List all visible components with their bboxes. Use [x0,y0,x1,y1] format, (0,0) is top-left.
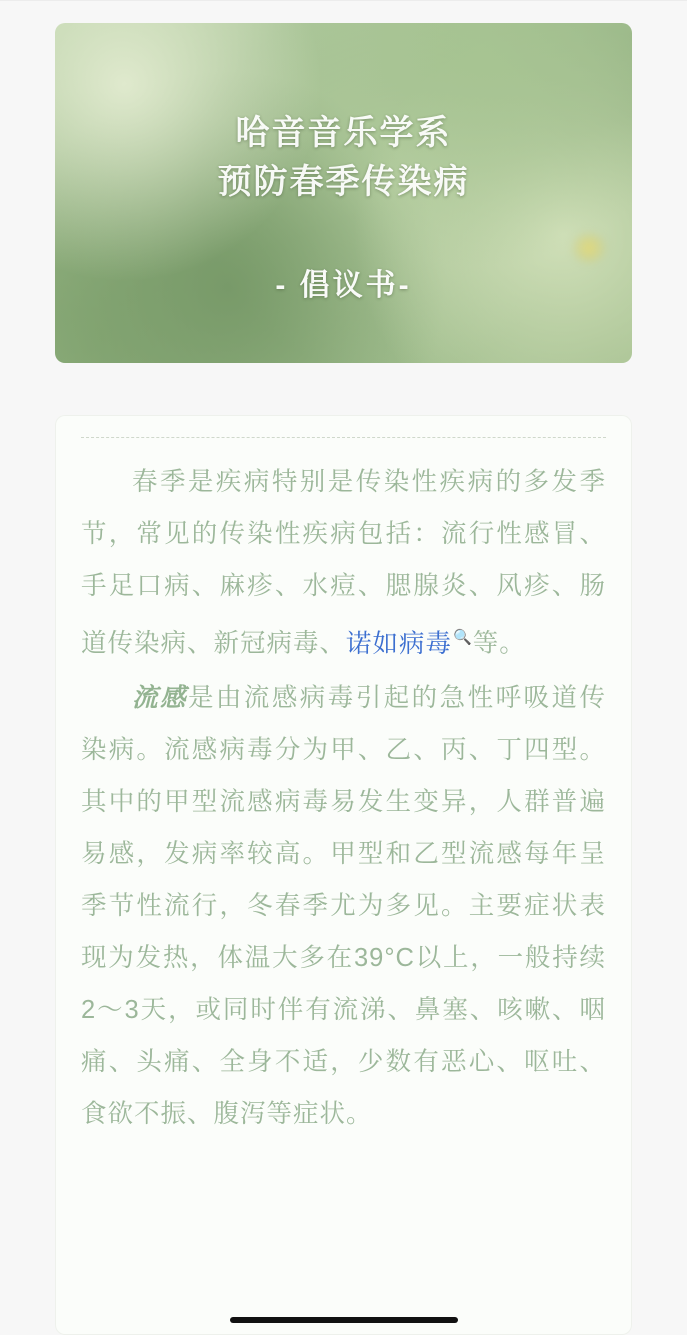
keyword-link-label: 诺如病毒 [346,629,453,658]
paragraph-2-text: 是由流感病毒引起的急性呼吸道传染病。流感病毒分为甲、乙、丙、丁四型。其中的甲型流感病毒易发生变异，人群普遍易感，发病率较高。甲型和乙型流感每年呈季节性流行，冬春季尤为多见。主要症状表现为发热，体温大多在39°C以上，一般持续2～3天，或同时伴有流涕、鼻塞、咳嗽、咽痛、头痛、全身不适，少数有恶心、呕吐、食欲不振、腹泻等症状。 [81,683,606,1128]
home-indicator [230,1317,458,1323]
hero-subtitle: - 倡议书- [275,268,412,302]
keyword-link-norovirus[interactable] [346,630,473,658]
hero-banner-image [55,23,632,363]
article-paragraph-2 [81,672,606,1140]
search-icon[interactable]: 🔍 [453,629,473,646]
emphasis-influenza: 流感 [132,683,188,712]
article-card [55,415,632,1335]
hero-section [0,1,687,363]
paragraph-1-text-lead: 春季是疾病特别是传染性疾病的多发季节，常见的传染性疾病包括：流行性感冒、手足口病、麻疹、水痘、腮腺炎、风疹、肠道传染病、新冠病毒、 [81,468,606,658]
article-paragraph-1 [81,456,606,670]
hero-title-line-2: 预防春季传染病 [217,163,470,202]
hero-title-line-1: 哈音音乐学系 [235,114,452,152]
article-section [0,363,687,1335]
paragraph-1-text-tail: 等。 [472,629,526,658]
card-dashed-divider [81,437,606,438]
hero-text-block [55,23,632,363]
